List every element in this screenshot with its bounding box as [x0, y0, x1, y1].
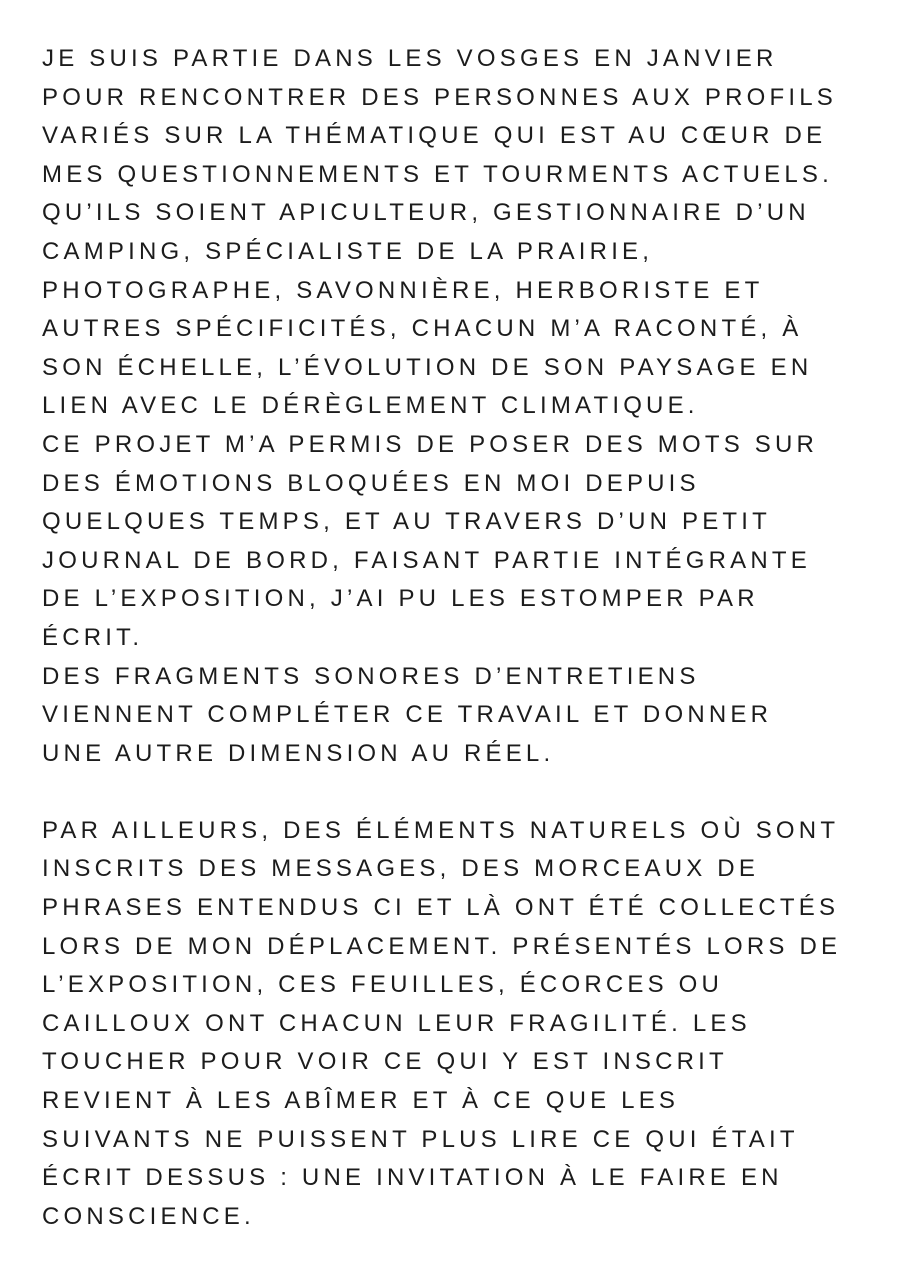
text-line: SUIVANTS NE PUISSENT PLUS LIRE CE QUI ÉTAIT — [42, 1125, 799, 1153]
text-line: DES FRAGMENTS SONORES D’ENTRETIENS — [42, 662, 700, 690]
text-line: MES QUESTIONNEMENTS ET TOURMENTS ACTUELS. — [42, 160, 833, 188]
text-line: JE SUIS PARTIE DANS LES VOSGES EN JANVIER — [42, 45, 778, 72]
text-line: TOUCHER POUR VOIR CE QUI Y EST INSCRIT — [42, 1048, 728, 1076]
text-line: QUELQUES TEMPS, ET AU TRAVERS D’UN PETIT — [42, 508, 772, 536]
text-line: L’EXPOSITION, CES FEUILLES, ÉCORCES OU — [42, 971, 724, 999]
text-line: DES ÉMOTIONS BLOQUÉES EN MOI DEPUIS — [42, 469, 700, 497]
text-line: INSCRITS DES MESSAGES, DES MORCEAUX DE — [42, 855, 760, 883]
text-line: VARIÉS SUR LA THÉMATIQUE QUI EST AU CŒUR DE — [42, 122, 827, 150]
body-text — [42, 40, 882, 1236]
text-line: PAR AILLEURS, DES ÉLÉMENTS NATURELS OÙ SONT — [42, 816, 840, 844]
text-line: ÉCRIT DESSUS : UNE INVITATION À LE FAIRE EN — [42, 1164, 783, 1192]
text-line: CONSCIENCE. — [42, 1202, 255, 1230]
text-line: DE L’EXPOSITION, J’AI PU LES ESTOMPER PAR — [42, 585, 759, 613]
text-line: CAILLOUX ONT CHACUN LEUR FRAGILITÉ. LES — [42, 1009, 751, 1037]
paragraph-spacer — [42, 773, 882, 812]
text-line: CAMPING, SPÉCIALISTE DE LA PRAIRIE, — [42, 237, 654, 265]
text-line: SON ÉCHELLE, L’ÉVOLUTION DE SON PAYSAGE EN — [42, 353, 813, 381]
text-line: QU’ILS SOIENT APICULTEUR, GESTIONNAIRE D’UN — [42, 199, 810, 227]
text-line: AUTRES SPÉCIFICITÉS, CHACUN M’A RACONTÉ, À — [42, 315, 803, 343]
text-line: PHRASES ENTENDUS CI ET LÀ ONT ÉTÉ COLLECTÉS — [42, 894, 840, 922]
text-line: REVIENT À LES ABÎMER ET À CE QUE LES — [42, 1087, 680, 1115]
text-line: LIEN AVEC LE DÉRÈGLEMENT CLIMATIQUE. — [42, 392, 699, 420]
text-line: ÉCRIT. — [42, 623, 144, 651]
text-line: CE PROJET M’A PERMIS DE POSER DES MOTS SUR — [42, 430, 819, 458]
text-line: PHOTOGRAPHE, SAVONNIÈRE, HERBORISTE ET — [42, 276, 764, 304]
text-line: VIENNENT COMPLÉTER CE TRAVAIL ET DONNER — [42, 701, 773, 729]
text-line: POUR RENCONTRER DES PERSONNES AUX PROFILS — [42, 83, 837, 111]
text-line: UNE AUTRE DIMENSION AU RÉEL. — [42, 739, 555, 767]
text-line: LORS DE MON DÉPLACEMENT. PRÉSENTÉS LORS DE — [42, 932, 842, 960]
text-line: JOURNAL DE BORD, FAISANT PARTIE INTÉGRANTE — [42, 546, 811, 574]
